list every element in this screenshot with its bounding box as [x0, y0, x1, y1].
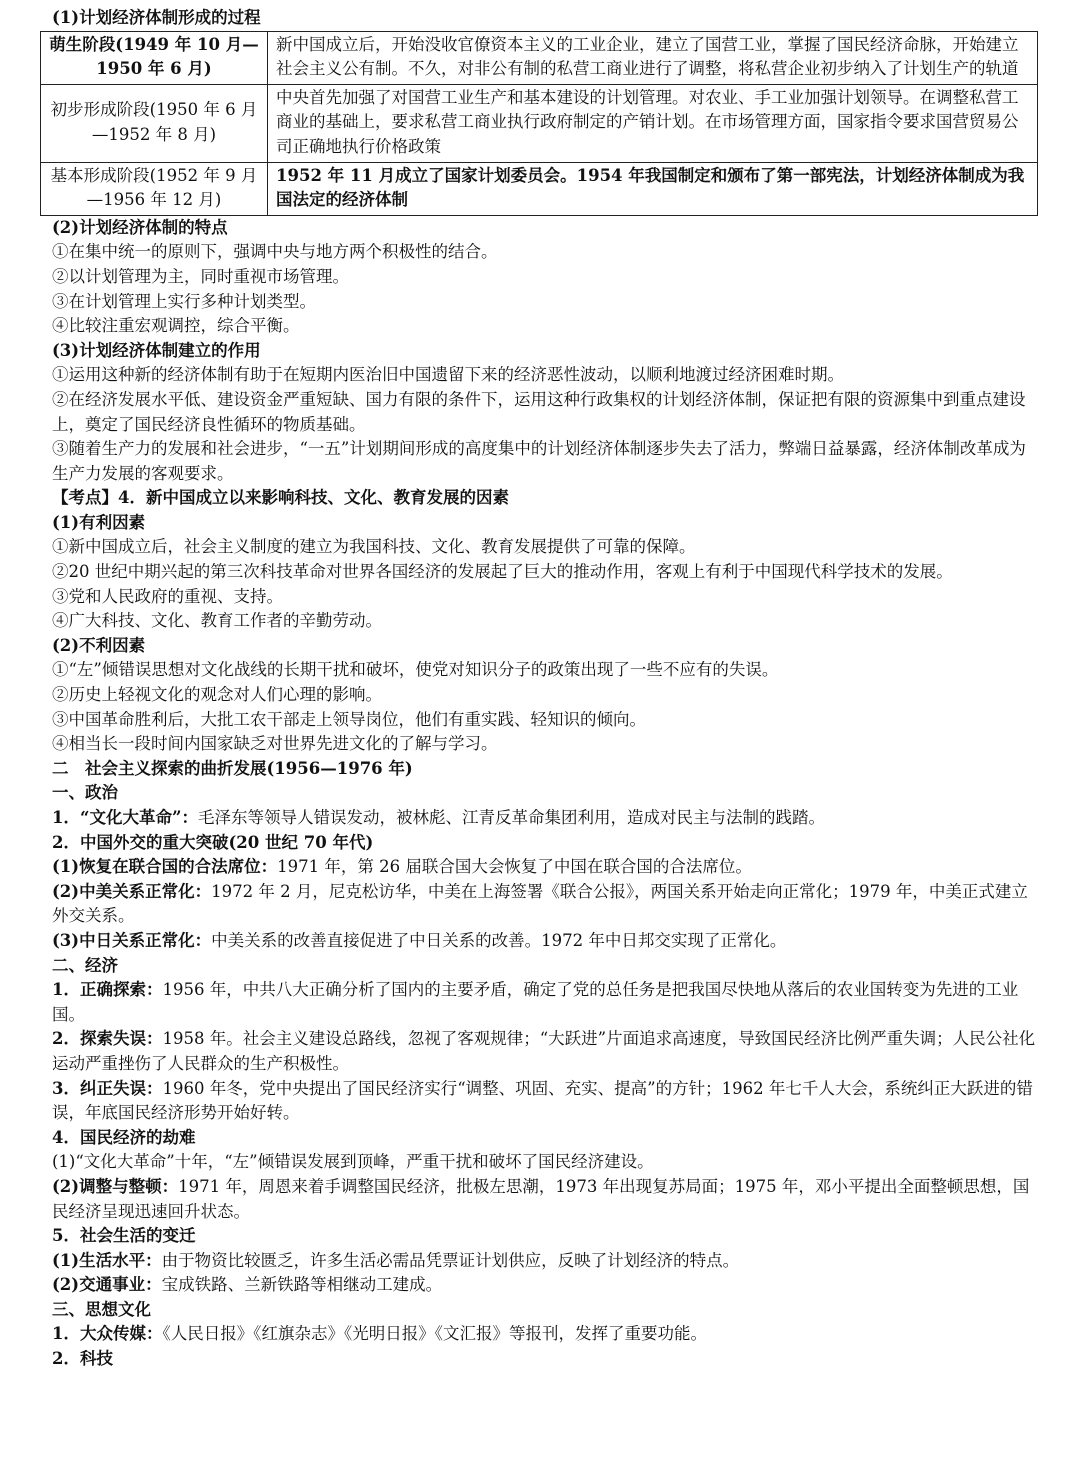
- paragraph: [52, 978, 1040, 1027]
- list-item: ①新中国成立后，社会主义制度的建立为我国科技、文化、教育发展提供了可靠的保障。: [52, 537, 696, 557]
- paragraph: [52, 1322, 1040, 1347]
- paragraph-label: 2．探索失误：: [52, 1029, 163, 1049]
- paragraph: [52, 929, 1040, 954]
- paragraph-text: 1958 年。社会主义建设总路线，忽视了客观规律；“大跃进”片面追求高速度，导致国民经济比例严重失调；人民公社化运动严重挫伤了人民群众的生产积极性。: [52, 1029, 1036, 1073]
- list-item: ③在计划管理上实行多种计划类型。: [52, 291, 316, 311]
- kaodian-heading: 【考点】4．新中国成立以来影响科技、文化、教育发展的因素: [52, 488, 509, 508]
- table-row: [41, 84, 1038, 162]
- subsection-heading: 4．国民经济的劫难: [52, 1127, 196, 1147]
- stage-cell: 基本形成阶段(1952 年 9 月—1956 年 12 月): [41, 162, 268, 215]
- paragraph: [52, 855, 1040, 880]
- part-heading: 二 社会主义探索的曲折发展(1956—1976 年): [52, 758, 413, 778]
- paragraph: [52, 1175, 1040, 1224]
- paragraph-text: 1972 年 2 月，尼克松访华，中美在上海签署《联合公报》，两国关系开始走向正常化；1979 年，中美正式建立外交关系。: [52, 881, 1028, 926]
- section-heading: (1)计划经济体制形成的过程: [52, 8, 261, 27]
- paragraph-label: 1．大众传媒：: [52, 1324, 163, 1344]
- paragraph-text: 1971 年，第 26 届联合国大会恢复了中国在联合国的合法席位。: [277, 857, 752, 877]
- list-item: ③党和人民政府的重视、支持。: [52, 586, 283, 606]
- subsection-heading: 2．科技: [52, 1349, 113, 1369]
- description-cell: 中央首先加强了对国营工业生产和基本建设的计划管理。对农业、手工业加强计划领导。在调整私营工商业的基础上，要求私营工商业执行政府制定的产销计划。在市场管理方面，国家指令要求国营贸易公司正确地执行价格政策: [268, 84, 1038, 162]
- paragraph: [52, 1249, 1040, 1274]
- paragraph-text: 中美关系的改善直接促进了中日关系的改善。1972 年中日邦交实现了正常化。: [211, 930, 787, 950]
- list-item: ②历史上轻视文化的观念对人们心理的影响。: [52, 685, 382, 705]
- paragraph-label: (2)调整与整顿：: [52, 1176, 179, 1196]
- paragraph-label: 1．“文化大革命”：: [52, 808, 198, 827]
- section-heading: (2)计划经济体制的特点: [52, 217, 228, 237]
- planned-economy-stages-table: [40, 31, 1038, 216]
- stage-cell: 萌生阶段(1949 年 10 月—1950 年 6 月): [41, 31, 268, 84]
- section-heading: (2)不利因素: [52, 635, 146, 655]
- table-row: [41, 31, 1038, 84]
- section-heading: 三、思想文化: [52, 1299, 151, 1319]
- description-cell: 新中国成立后，开始没收官僚资本主义的工业企业，建立了国营工业，掌握了国民经济命脉，开始建立社会主义公有制。不久，对非公有制的私营工商业进行了调整，将私营企业初步纳入了计划生产的轨道: [268, 31, 1038, 84]
- list-item: ②以计划管理为主，同时重视市场管理。: [52, 266, 349, 286]
- paragraph-text: 1960 年冬，党中央提出了国民经济实行“调整、巩固、充实、提高”的方针；1962 年七千人大会，系统纠正大跃进的错误，年底国民经济形势开始好转。: [52, 1078, 1033, 1123]
- paragraph-label: (2)中美关系正常化：: [52, 881, 212, 901]
- paragraph: [52, 1273, 1040, 1298]
- list-item: ③中国革命胜利后，大批工农干部走上领导岗位，他们有重实践、轻知识的倾向。: [52, 709, 646, 729]
- section-heading: 一、政治: [52, 783, 118, 803]
- description-cell: 1952 年 11 月成立了国家计划委员会。1954 年我国制定和颁布了第一部宪法，计划经济体制成为我国法定的经济体制: [268, 162, 1038, 215]
- paragraph-text: 1971 年，周恩来着手调整国民经济，批极左思潮，1973 年出现复苏局面；1975 年，邓小平提出全面整顿思想，国民经济呈现迅速回升状态。: [52, 1176, 1030, 1221]
- paragraph-label: (1)恢复在联合国的合法席位：: [52, 857, 278, 877]
- paragraph-text: 1956 年，中共八大正确分析了国内的主要矛盾，确定了党的总任务是把我国尽快地从落后的农业国转变为先进的工业国。: [52, 980, 1019, 1024]
- paragraph-text: 《人民日报》《红旗杂志》《光明日报》《文汇报》等报刊，发挥了重要功能。: [162, 1324, 707, 1344]
- paragraph-text: 毛泽东等领导人错误发动，被林彪、江青反革命集团利用，造成对民主与法制的践踏。: [197, 808, 825, 827]
- table-row: [41, 162, 1038, 215]
- paragraph-text: 由于物资比较匮乏，许多生活必需品凭票证计划供应，反映了计划经济的特点。: [161, 1250, 740, 1270]
- paragraph: [52, 1077, 1040, 1126]
- paragraph-label: (2)交通事业：: [52, 1275, 162, 1295]
- list-item: ①“左”倾错误思想对文化战线的长期干扰和破坏，使党对知识分子的政策出现了一些不应有的失误。: [52, 660, 779, 680]
- paragraph-label: (1)生活水平：: [52, 1250, 162, 1270]
- list-item: ④广大科技、文化、教育工作者的辛勤劳动。: [52, 611, 382, 631]
- list-item: ①在集中统一的原则下，强调中央与地方两个积极性的结合。: [52, 242, 498, 262]
- list-item: ②在经济发展水平低、建设资金严重短缺、国力有限的条件下，运用这种行政集权的计划经济体制，保证把有限的资源集中到重点建设上，奠定了国民经济良性循环的物质基础。: [52, 389, 1026, 434]
- paragraph-label: 1．正确探索：: [52, 980, 163, 1000]
- section-heading: 二、经济: [52, 955, 118, 975]
- paragraph-text: 宝成铁路、兰新铁路等相继动工建成。: [161, 1275, 443, 1295]
- paragraph-label: (3)中日关系正常化：: [52, 930, 212, 950]
- list-item: ①运用这种新的经济体制有助于在短期内医治旧中国遗留下来的经济恶性波动，以顺利地渡过经济困难时期。: [52, 365, 844, 385]
- subsection-heading: 5．社会生活的变迁: [52, 1226, 196, 1246]
- section-heading: (3)计划经济体制建立的作用: [52, 340, 261, 360]
- list-item: ③随着生产力的发展和社会进步，“一五”计划期间形成的高度集中的计划经济体制逐步失去了活力，弊端日益暴露，经济体制改革成为生产力发展的客观要求。: [52, 439, 1026, 483]
- list-item: ④比较注重宏观调控，综合平衡。: [52, 316, 300, 336]
- stage-cell: 初步形成阶段(1950 年 6 月—1952 年 8 月): [41, 84, 268, 162]
- paragraph-label: 3．纠正失误：: [52, 1078, 163, 1098]
- subsection-heading: 2．中国外交的重大突破(20 世纪 70 年代): [52, 832, 374, 852]
- list-item: ④相当长一段时间内国家缺乏对世界先进文化的了解与学习。: [52, 734, 498, 754]
- paragraph: (1)“文化大革命”十年，“左”倾错误发展到顶峰，严重干扰和破坏了国民经济建设。: [52, 1152, 654, 1172]
- paragraph: [52, 1027, 1040, 1076]
- section-heading: (1)有利因素: [52, 512, 146, 532]
- list-item: ②20 世纪中期兴起的第三次科技革命对世界各国经济的发展起了巨大的推动作用，客观上有利于中国现代科学技术的发展。: [52, 562, 953, 582]
- paragraph: [52, 806, 1040, 831]
- paragraph: [52, 880, 1040, 929]
